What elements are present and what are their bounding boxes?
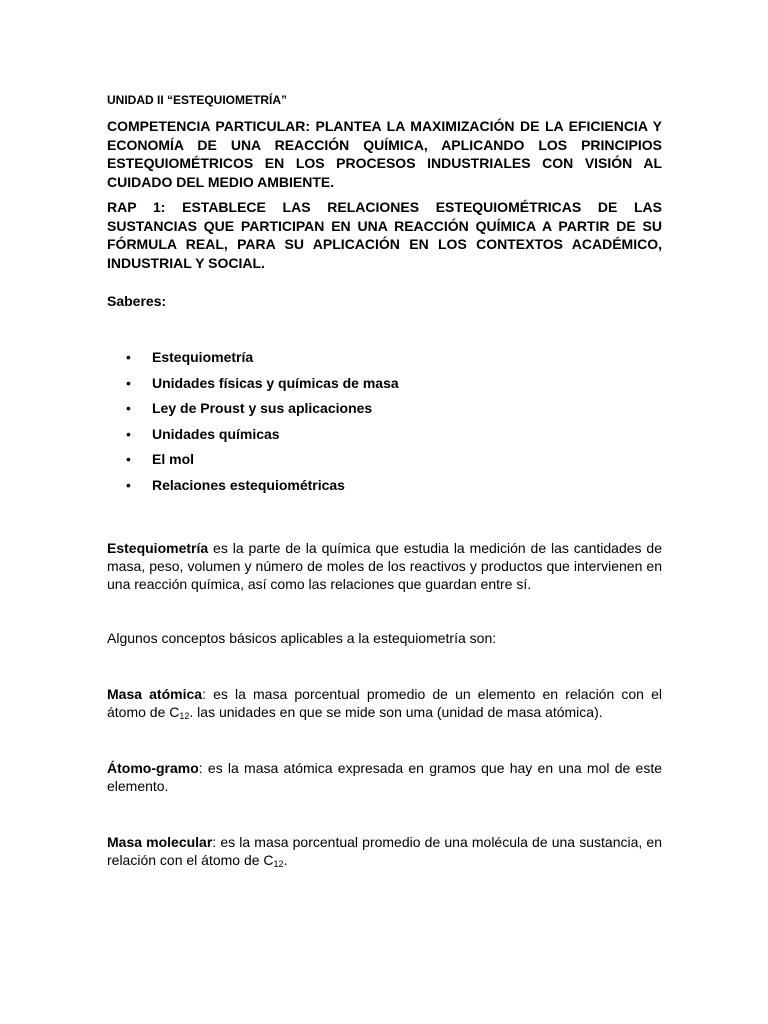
- list-item-label: Unidades químicas: [152, 425, 280, 442]
- list-item: [107, 398, 399, 424]
- estequiometria-definition: [107, 539, 662, 594]
- list-item: [107, 449, 399, 475]
- list-item: [107, 373, 399, 399]
- list-item-label: Ley de Proust y sus aplicaciones: [152, 400, 373, 417]
- atomo-gramo-definition: [107, 759, 662, 795]
- list-item: [107, 347, 399, 373]
- term-masa-atomica: Masa atómica: [107, 686, 203, 702]
- conceptos-intro: Algunos conceptos básicos aplicables a la estequiometría son:: [107, 630, 497, 646]
- term-masa-molecular: Masa molecular: [107, 834, 213, 850]
- masa-molecular-definition: [107, 833, 662, 871]
- bullet-icon: •: [126, 374, 131, 391]
- list-item-label: Estequiometría: [152, 349, 254, 365]
- masa-atomica-text-a: : es la masa porcentual promedio de un elemento en relación con el átomo de C: [107, 686, 662, 721]
- term-atomo-gramo: Átomo-gramo: [107, 760, 199, 776]
- estequiometria-text: es la parte de la química que estudia la medición de las cantidades de masa, peso, volumen y número de moles de los reactivos y productos que intervienen en una reacción química, así como las relaciones que guardan entre sí.: [107, 540, 662, 593]
- list-item: [107, 424, 399, 450]
- term-estequiometria: Estequiometría: [107, 540, 209, 556]
- competencia-heading: COMPETENCIA PARTICULAR: PLANTEA LA MAXIMIZACIÓN DE LA EFICIENCIA Y ECONOMÍA DE UNA REACCIÓN QUÍMICA, APLICANDO LOS PRINCIPIOS ESTEQUIOMÉTRICOS EN LOS PROCESOS INDUSTRIALES CON VISIÓN AL CUIDADO DEL MEDIO AMBIENTE.: [107, 118, 662, 190]
- masa-molecular-text-a: : es la masa porcentual promedio de una molécula de una sustancia, en relación con el átomo de C: [107, 834, 662, 869]
- list-item-label: Relaciones estequiométricas: [152, 476, 345, 493]
- list-item: [107, 475, 399, 501]
- rap-heading: RAP 1: ESTABLECE LAS RELACIONES ESTEQUIOMÉTRICAS DE LAS SUSTANCIAS QUE PARTICIPAN EN UNA REACCIÓN QUÍMICA A PARTIR DE SU FÓRMULA REAL, PARA SU APLICACIÓN EN LOS CONTEXTOS ACADÉMICO, INDUSTRIAL Y SOCIAL.: [107, 199, 662, 271]
- masa-atomica-text-b: . las unidades en que se mide son uma (unidad de masa atómica).: [189, 704, 603, 721]
- list-item-label: Unidades físicas y químicas de masa: [152, 374, 399, 391]
- bullet-icon: •: [126, 476, 131, 493]
- subscript: 12: [273, 859, 284, 870]
- saberes-list: [107, 347, 399, 501]
- atomo-gramo-text: : es la masa atómica expresada en gramos que hay en una mol de este elemento.: [107, 760, 662, 795]
- bullet-icon: •: [126, 349, 131, 365]
- bullet-icon: •: [126, 451, 131, 468]
- bullet-icon: •: [126, 425, 131, 442]
- masa-molecular-text-b: .: [283, 852, 288, 869]
- masa-atomica-definition: [107, 685, 662, 723]
- subscript: 12: [179, 711, 190, 722]
- saberes-label: Saberes:: [107, 293, 167, 309]
- bullet-icon: •: [126, 400, 131, 417]
- list-item-label: El mol: [152, 451, 195, 468]
- unit-title: UNIDAD II “ESTEQUIOMETRÍA”: [107, 93, 288, 107]
